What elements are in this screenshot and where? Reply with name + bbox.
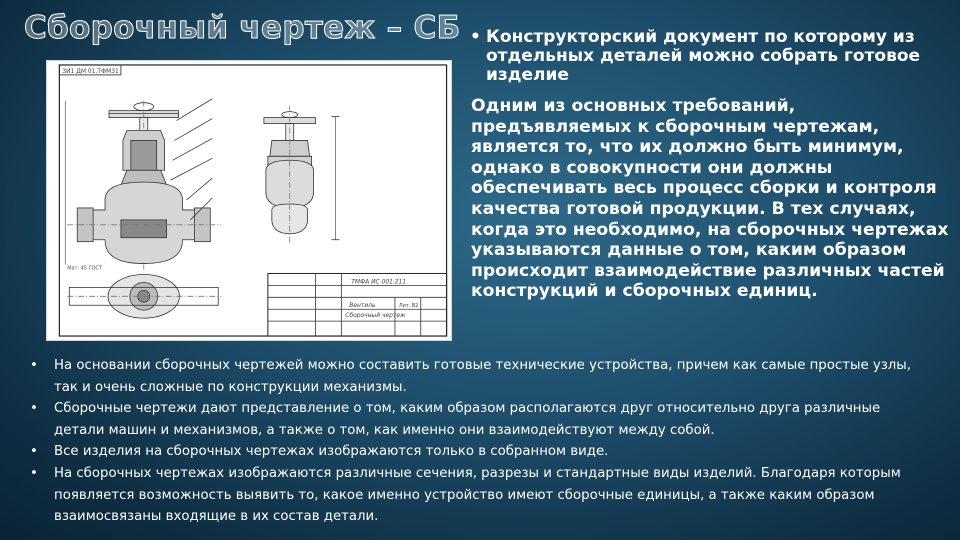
drawing-title-block [268,273,447,336]
assembly-drawing-image [46,60,452,341]
list-item [30,463,930,528]
slide-title: Сборочный чертеж – СБ [24,10,461,46]
list-item-text: Сборочные чертежи дают представление о том, каким образом располагаются друг относительно друга различные детали машин и механизмов, а также о том, как именно они взаимодействуют между собой. [54,401,881,438]
bullet-list [30,355,930,528]
definition-text: Конструкторский документ по которому из отдельных деталей можно собрать готовое изделие [486,27,921,85]
drawing-stamp-code: ТМФА ИС 001.211 [351,278,407,286]
bullet-dot: • [30,444,38,460]
list-item-text: На сборочных чертежах изображаются различные сечения, разрезы и стандартные виды изделий. Благодаря которым появляется возможность выявить то, какое именно устройство имеют сборочные единицы, а также каким образом взаимосвязаны входящие в их состав детали. [54,465,901,525]
list-item-text: На основании сборочных чертежей можно составить готовые технические устройства, причем как самые простые узлы, так и очень сложные по конструкции механизмы. [54,358,912,395]
list-item-text: Все изделия на сборочных чертежах изображаются только в собранном виде. [54,444,609,460]
drawing-doc-type: Сборочный чертеж [345,312,406,320]
drawing-top-code: ЗИ1 ДМ 01.ТФМ31 [62,67,119,75]
requirement-paragraph: Одним из основных требований, предъявляемых к сборочным чертежам, является то, что их должно быть минимум, однако в совокупности они должны обеспечивать весь процесс сборки и контроля качества готовой продукции. В тех случаях, когда это необходимо, на сборочных чертежах указываются данные о том, каким образом происходит взаимодействие различных частей конструкций и сборочных единиц. [471,96,949,302]
list-item [30,441,930,463]
bullet-dot: • [470,27,481,47]
drawing-sheet: Лит. В2 [398,303,419,310]
list-item [30,355,930,398]
drawing-part-name: Вентиль [349,302,376,310]
valve-section-view [65,99,221,270]
svg-text:Мат. 45 ГОСТ: Мат. 45 ГОСТ [67,265,102,272]
definition-bullet [470,28,950,85]
bullet-dot: • [30,358,38,373]
valve-top-view [67,266,221,319]
bullet-dot: • [30,465,38,481]
valve-side-view [264,106,339,245]
list-item [30,398,930,441]
bullet-dot: • [30,401,38,417]
